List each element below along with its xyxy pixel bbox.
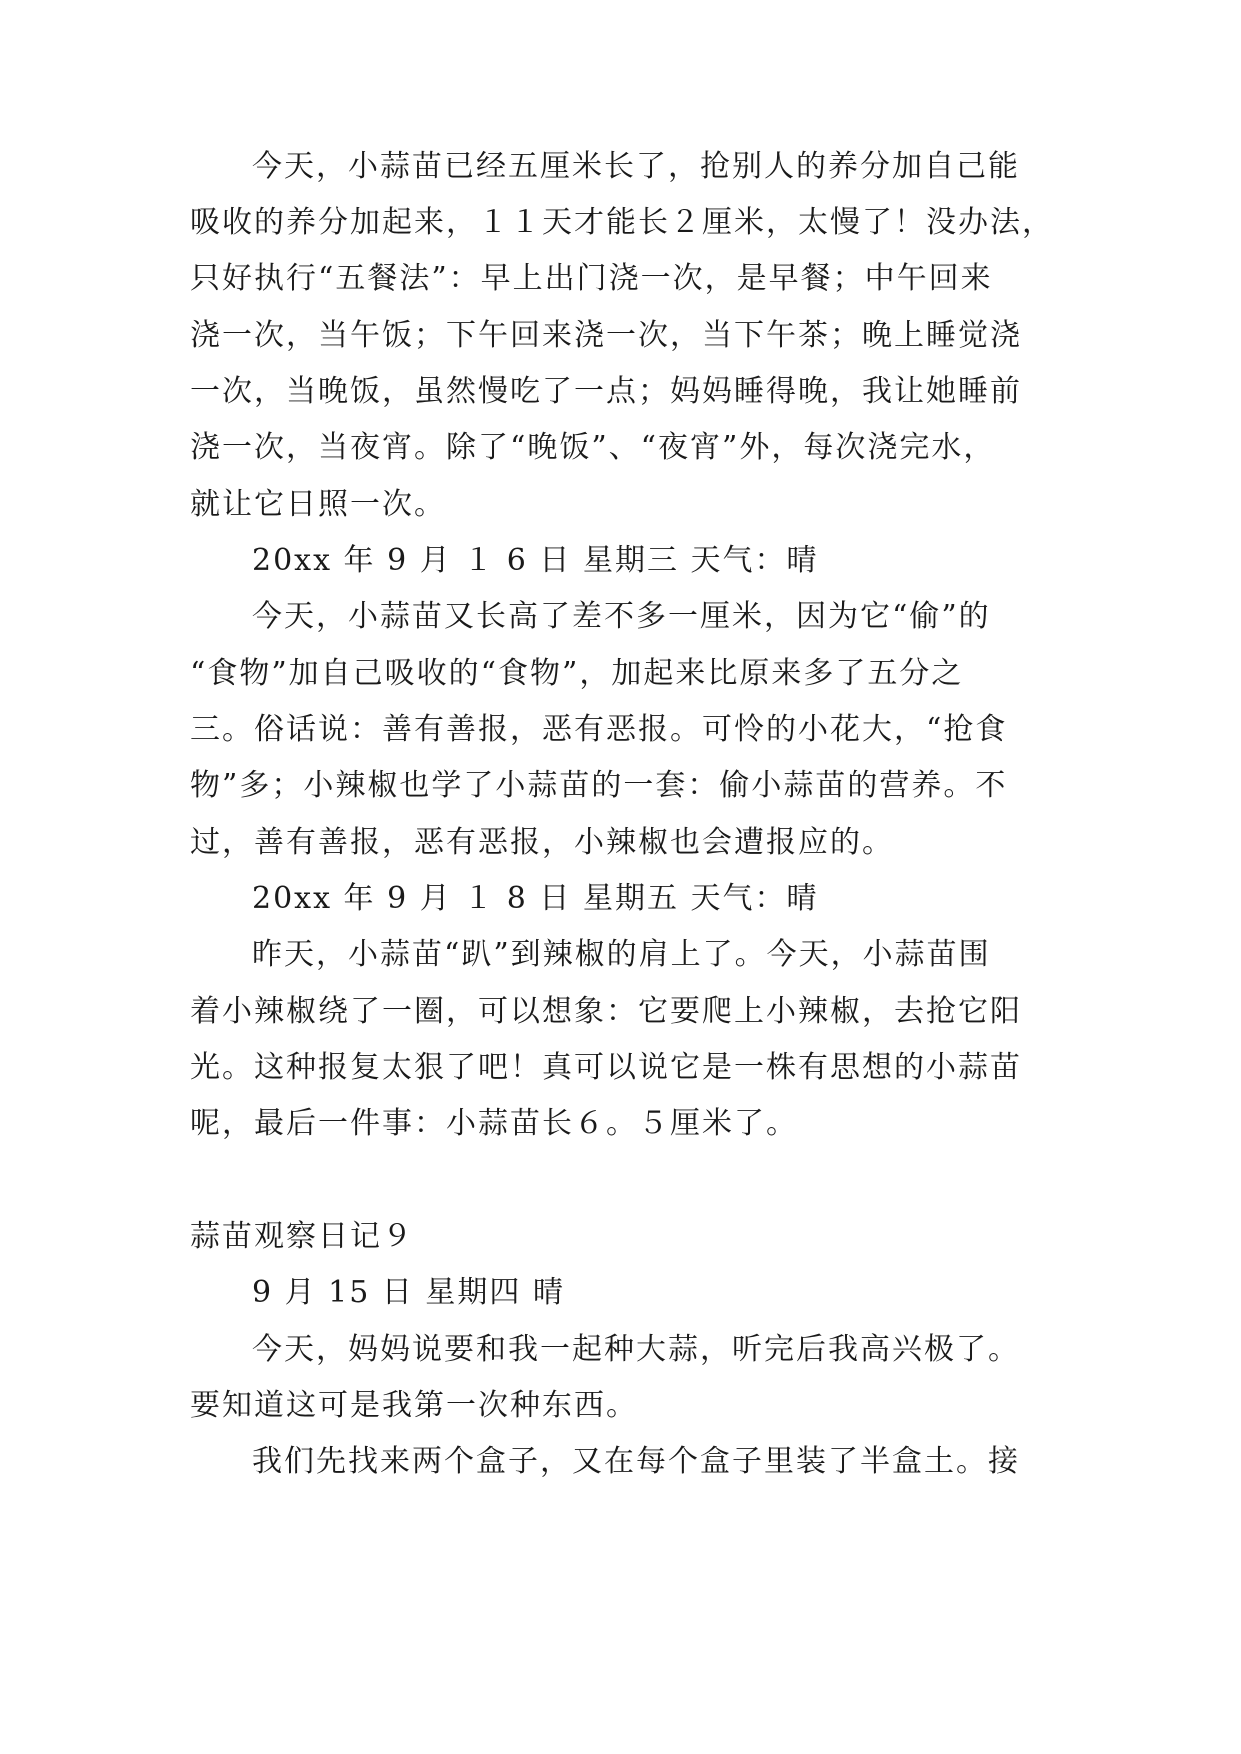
paragraph-line: 今天，小蒜苗又长高了差不多一厘米，因为它“偷”的 — [252, 599, 991, 634]
date-line: 20xx 年 9 月 １ 6 日 星期三 天气：晴 — [252, 543, 819, 578]
paragraph-line: 只好执行“五餐法”：早上出门浇一次，是早餐；中午回来 — [190, 261, 993, 296]
paragraph-line: 浇一次，当夜宵。除了“晚饭”、“夜宵”外，每次浇完水， — [190, 430, 996, 465]
paragraph-line: 过，善有善报，恶有恶报，小辣椒也会遭报应的。 — [190, 825, 894, 860]
paragraph-line: 物”多；小辣椒也学了小蒜苗的一套：偷小蒜苗的营养。不 — [190, 768, 1008, 803]
paragraph-line: 三。俗话说：善有善报，恶有恶报。可怜的小花大，“抢食 — [190, 712, 1008, 747]
date-line: 20xx 年 9 月 １ 8 日 星期五 天气：晴 — [252, 881, 819, 916]
section-title: 蒜苗观察日记９ — [190, 1219, 414, 1254]
paragraph-line: 浇一次，当午饭；下午回来浇一次，当下午茶；晚上睡觉浇 — [190, 318, 1022, 353]
date-line: 9 月 15 日 星期四 晴 — [252, 1275, 565, 1310]
paragraph-line: “食物”加自己吸收的“食物”，加起来比原来多了五分之 — [190, 656, 964, 691]
paragraph-line: 光。这种报复太狠了吧！真可以说它是一株有思想的小蒜苗 — [190, 1050, 1022, 1085]
paragraph-line: 昨天，小蒜苗“趴”到辣椒的肩上了。今天，小蒜苗围 — [252, 937, 991, 972]
paragraph-line: 着小辣椒绕了一圈，可以想象：它要爬上小辣椒，去抢它阳 — [190, 994, 1022, 1029]
paragraph-line: 吸收的养分加起来，１１天才能长２厘米，太慢了！没办法， — [190, 205, 1054, 240]
paragraph-line: 今天，妈妈说要和我一起种大蒜，听完后我高兴极了。 — [252, 1332, 1020, 1367]
paragraph-line: 就让它日照一次。 — [190, 487, 446, 522]
paragraph-line: 我们先找来两个盒子，又在每个盒子里装了半盒土。接 — [252, 1444, 1020, 1479]
paragraph-line: 要知道这可是我第一次种东西。 — [190, 1388, 638, 1423]
paragraph-line: 一次，当晚饭，虽然慢吃了一点；妈妈睡得晚，我让她睡前 — [190, 374, 1022, 409]
paragraph-line: 今天，小蒜苗已经五厘米长了，抢别人的养分加自己能 — [252, 149, 1020, 184]
paragraph-line: 呢，最后一件事：小蒜苗长６。５厘米了。 — [190, 1106, 798, 1141]
